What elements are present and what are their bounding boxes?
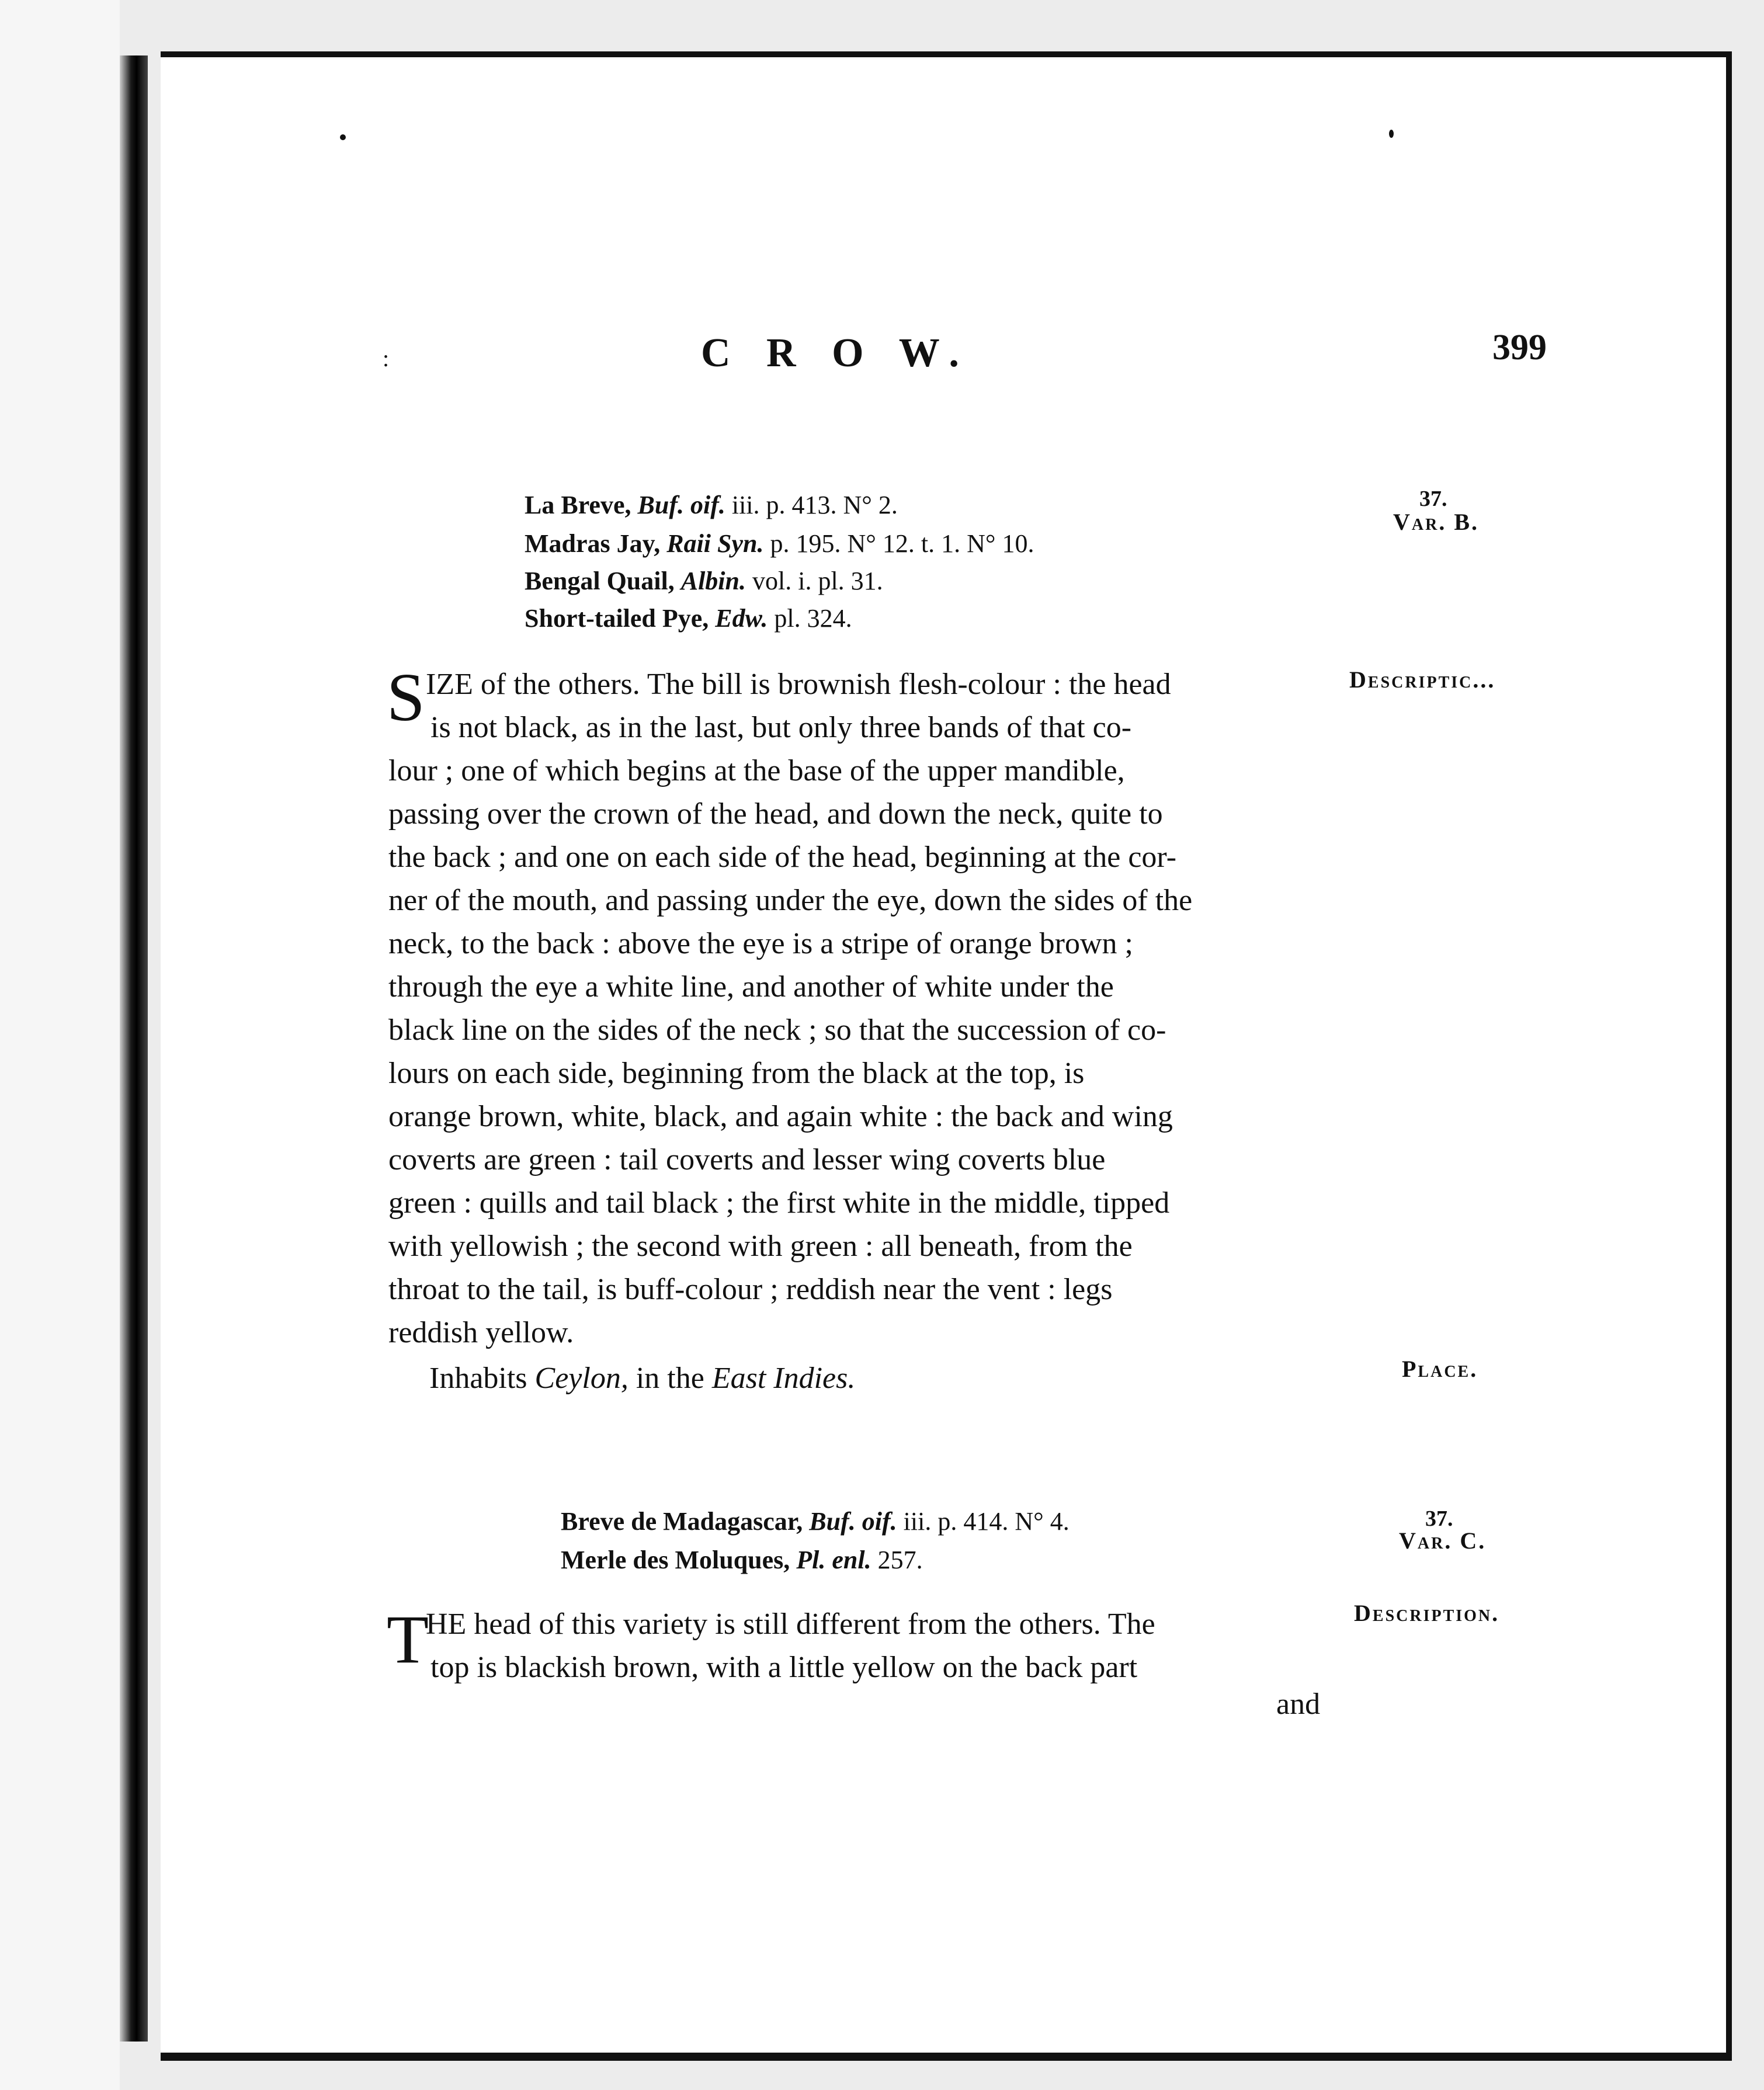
text-line: green : quills and tail black ; the first white in the middle, tipped (388, 1186, 1170, 1220)
facing-page-edge (0, 0, 120, 2090)
drop-capital: T (387, 1601, 429, 1678)
place-line: Inhabits Ceylon, in the East Indies. (429, 1362, 856, 1395)
synonym-line: Merle des Moluques, Pl. enl. 257. (561, 1546, 923, 1574)
description-paragraph (388, 1603, 1317, 1689)
synonym-line: Bengal Quail, Albin. vol. i. pl. 31. (525, 567, 883, 595)
text-line: the back ; and one on each side of the head, beginning at the cor- (388, 841, 1177, 874)
page-number: 399 (1492, 328, 1547, 367)
text-line: neck, to the back : above the eye is a stripe of orange brown ; (388, 927, 1133, 960)
ink-speck (340, 134, 346, 140)
synonym-line: Breve de Madagascar, Buf. oif. iii. p. 414. N° 4. (561, 1507, 1069, 1536)
description-paragraph (387, 659, 1317, 1355)
text-line: coverts are green : tail coverts and lesser wing coverts blue (388, 1143, 1106, 1176)
text-line: IZE of the others. The bill is brownish flesh-colour : the head (426, 668, 1171, 701)
text-line: HE head of this variety is still different from the others. The (426, 1608, 1155, 1641)
text-line: reddish yellow. (388, 1316, 574, 1349)
text-line: orange brown, white, black, and again white : the back and wing (388, 1100, 1173, 1133)
book-spine-shadow (120, 55, 148, 2042)
text-line: through the eye a white line, and another of white under the (388, 970, 1114, 1004)
text-line: ner of the mouth, and passing under the eye, down the sides of the (388, 884, 1193, 917)
text-line: with yellowish ; the second with green : all beneath, from the (388, 1230, 1133, 1263)
text-line: lours on each side, beginning from the black at the top, is (388, 1057, 1085, 1090)
text-line: lour ; one of which begins at the base of the upper mandible, (388, 754, 1125, 787)
ornament-colon: : (383, 345, 390, 372)
text-line: passing over the crown of the head, and down the neck, quite to (388, 797, 1163, 831)
text-line: throat to the tail, is buff-colour ; reddish near the vent : legs (388, 1273, 1113, 1306)
var-b-label: Var. B. (1393, 509, 1480, 535)
var-c-number: 37. (1425, 1506, 1453, 1531)
description-margin-label: Description. (1354, 1600, 1500, 1626)
text-line: top is blackish brown, with a little yellow on the back part (430, 1651, 1138, 1684)
place-margin-label: Place. (1402, 1356, 1478, 1382)
description-margin-label: Descriptic... (1349, 666, 1496, 693)
synonym-line: Short-tailed Pye, Edw. pl. 324. (525, 604, 852, 633)
var-c-label: Var. C. (1399, 1527, 1487, 1554)
synonym-line: La Breve, Buf. oif. iii. p. 413. N° 2. (525, 491, 898, 519)
drop-capital: S (387, 659, 425, 735)
text-line: is not black, as in the last, but only three bands of that co- (430, 711, 1132, 744)
synonym-line: Madras Jay, Raii Syn. p. 195. N° 12. t. 1. N° 10. (525, 529, 1034, 558)
ink-speck (1389, 130, 1394, 138)
running-head-title: C R O W. (701, 331, 972, 376)
catchword: and (1276, 1688, 1321, 1721)
text-line: black line on the sides of the neck ; so that the succession of co- (388, 1013, 1166, 1047)
var-b-number: 37. (1419, 487, 1447, 511)
